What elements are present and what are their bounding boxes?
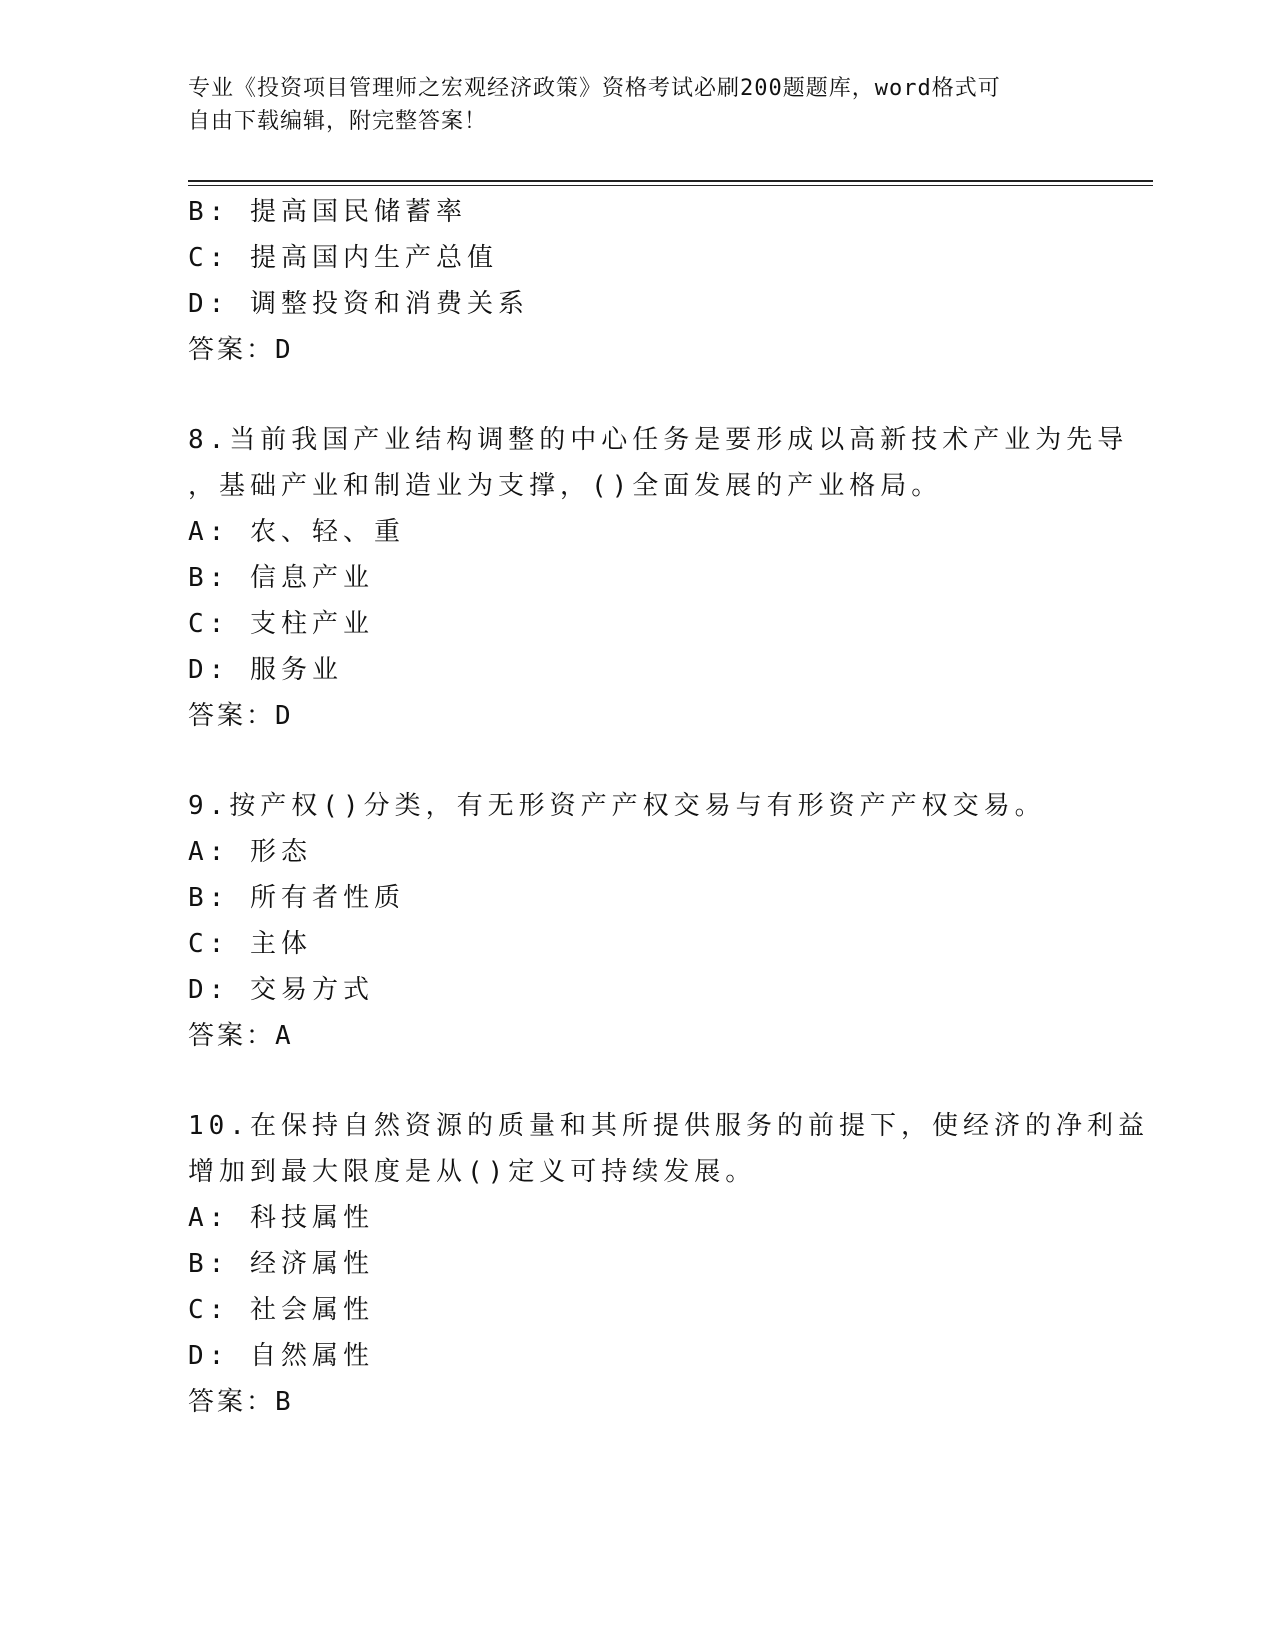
answer-line (188, 693, 1108, 739)
option-b: B: 所有者性质 (188, 883, 405, 913)
option-b: B: 经济属性 (188, 1249, 374, 1279)
option-a: A: 农、轻、重 (188, 517, 405, 547)
question-7-continued (188, 189, 1108, 373)
question-stem-line: 增加到最大限度是从()定义可持续发展。 (188, 1157, 757, 1187)
answer-value: A (275, 1021, 294, 1051)
option-d: D: 自然属性 (188, 1341, 374, 1371)
answer-line (188, 327, 1108, 373)
answer-label: 答案： (188, 335, 276, 365)
option-c: C: 社会属性 (188, 1295, 374, 1325)
option-d: D: 服务业 (188, 655, 343, 685)
question-stem-line: ，基础产业和制造业为支撑，()全面发展的产业格局。 (188, 471, 943, 501)
option-b: B: 提高国民储蓄率 (188, 197, 467, 227)
document-header (188, 72, 1088, 138)
question-stem-line: 9.按产权()分类，有无形资产产权交易与有形资产产权交易。 (188, 791, 1046, 821)
option-b: B: 信息产业 (188, 563, 374, 593)
question-spacer (188, 739, 1108, 783)
question-list (188, 189, 1149, 1425)
question-9 (188, 783, 1108, 1059)
header-divider (188, 180, 1153, 186)
answer-value: D (275, 701, 294, 731)
option-c: C: 支柱产业 (188, 609, 374, 639)
question-8 (188, 417, 1129, 739)
answer-label: 答案： (188, 1387, 276, 1417)
question-stem-line: 8.当前我国产业结构调整的中心任务是要形成以高新技术产业为先导 (188, 425, 1129, 455)
question-10 (188, 1103, 1149, 1425)
answer-line (188, 1379, 1108, 1425)
header-line-1: 专业《投资项目管理师之宏观经济政策》资格考试必刷200题题库，word格式可 (188, 76, 1001, 101)
option-a: A: 形态 (188, 837, 312, 867)
question-spacer (188, 373, 1108, 417)
option-c: C: 提高国内生产总值 (188, 243, 498, 273)
answer-line (188, 1013, 1108, 1059)
option-d: D: 交易方式 (188, 975, 374, 1005)
question-spacer (188, 1059, 1108, 1103)
option-a: A: 科技属性 (188, 1203, 374, 1233)
header-line-2: 自由下载编辑，附完整答案！ (188, 109, 488, 134)
answer-label: 答案： (188, 701, 276, 731)
option-d: D: 调整投资和消费关系 (188, 289, 529, 319)
answer-value: B (275, 1387, 294, 1417)
answer-value: D (275, 335, 294, 365)
answer-label: 答案： (188, 1021, 276, 1051)
question-stem-line: 10.在保持自然资源的质量和其所提供服务的前提下，使经济的净利益 (188, 1111, 1149, 1141)
option-c: C: 主体 (188, 929, 312, 959)
